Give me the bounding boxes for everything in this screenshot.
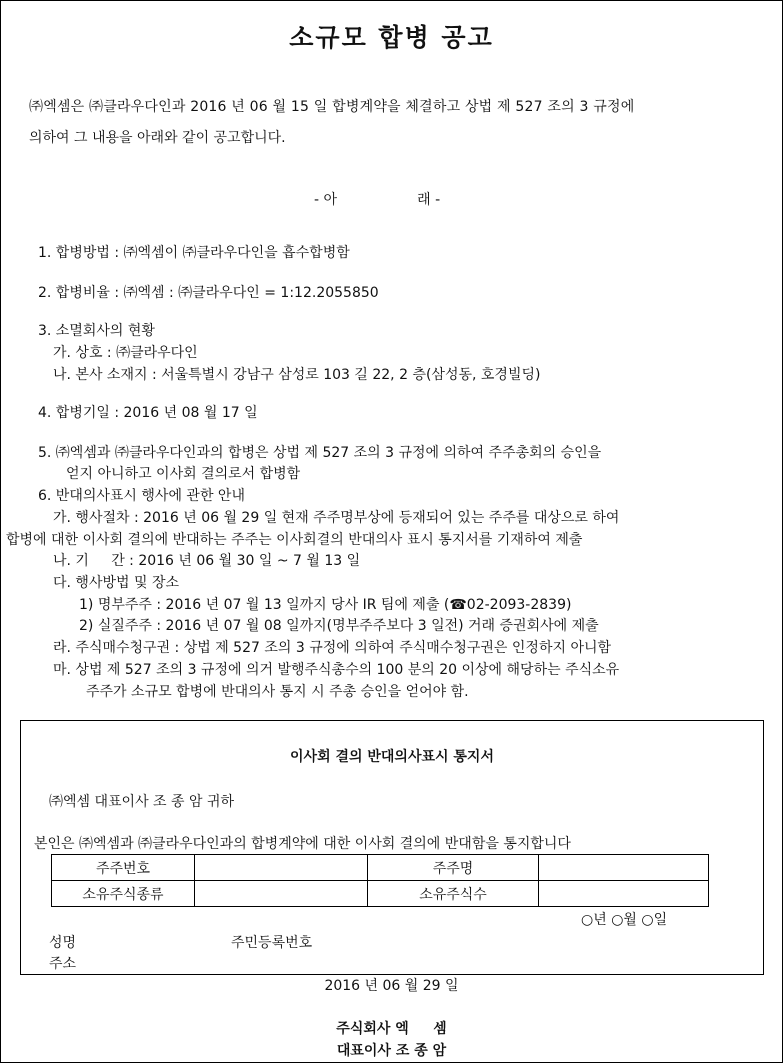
notice-addressee: ㈜엑셈 대표이사 조 종 암 귀하 (49, 794, 235, 810)
shareholder-table (51, 854, 709, 907)
share-type-label: 소유주식종류 (52, 881, 195, 907)
item-6-procedure-line-1: 가. 행사절차 : 2016 년 06 월 29 일 현재 주주명부상에 등재되어 있는 주주를 대상으로 하여 (53, 510, 620, 526)
item-6-threshold-line-1: 마. 상법 제 527 조의 3 규정에 의거 발행주식총수의 100 분의 20 이상에 해당하는 주식소유 (53, 662, 620, 678)
notice-title: 이사회 결의 반대의사표시 통지서 (290, 749, 494, 765)
share-type-field[interactable] (195, 881, 368, 907)
footer-ceo: 대표이사 조 종 암 (336, 1043, 447, 1059)
item-4-merger-date: 4. 합병기일 : 2016 년 08 월 17 일 (38, 405, 258, 421)
resident-no-label: 주민등록번호 (231, 935, 313, 951)
share-count-label: 소유주식수 (368, 881, 539, 907)
item-3-heading: 3. 소멸회사의 현황 (38, 323, 155, 339)
item-2-ratio: 2. 합병비율 : ㈜엑셈 : ㈜클라우다인 = 1:12.2055850 (38, 285, 379, 301)
shareholder-no-label: 주주번호 (52, 855, 195, 881)
notice-date-template: ○년 ○월 ○일 (581, 912, 668, 928)
shareholder-no-field[interactable] (195, 855, 368, 881)
intro-line-2: 의하여 그 내용을 아래와 같이 공고합니다. (29, 130, 286, 146)
item-6-method-heading: 다. 행사방법 및 장소 (53, 575, 179, 591)
share-count-field[interactable] (539, 881, 709, 907)
item-6-appraisal-right: 라. 주식매수청구권 : 상법 제 527 조의 3 규정에 의하여 주식매수청구권은 인정하지 아니함 (53, 640, 612, 656)
page-title: 소규모 합병 공고 (289, 23, 494, 52)
item-6-threshold-line-2: 주주가 소규모 합병에 반대의사 통지 시 주총 승인을 얻어야 함. (86, 684, 469, 700)
table-row (52, 855, 709, 881)
shareholder-name-field[interactable] (539, 855, 709, 881)
address-label: 주소 (49, 956, 77, 972)
item-6-beneficial-holders: 2) 실질주주 : 2016 년 07 월 08 일까지(명부주주보다 3 일전) 거래 증권회사에 제출 (79, 618, 599, 634)
item-3-address: 나. 본사 소재지 : 서울특별시 강남구 삼성로 103 길 22, 2 층(삼성동, 호경빌딩) (53, 367, 541, 383)
item-3-name: 가. 상호 : ㈜클라우다인 (53, 345, 198, 361)
notice-statement: 본인은 ㈜엑셈과 ㈜클라우다인과의 합병계약에 대한 이사회 결의에 반대함을 통지합니다 (34, 836, 571, 852)
item-6-period: 나. 기 간 : 2016 년 06 월 30 일 ~ 7 월 13 일 (53, 553, 361, 569)
footer-company: 주식회사 엑 셈 (336, 1021, 447, 1037)
item-5-line-1: 5. ㈜엑셈과 ㈜클라우다인과의 합병은 상법 제 527 조의 3 규정에 의하여 주주총회의 승인을 (38, 445, 602, 461)
table-row (52, 881, 709, 907)
item-6-heading: 6. 반대의사표시 행사에 관한 안내 (38, 488, 245, 504)
intro-line-1: ㈜엑셈은 ㈜클라우다인과 2016 년 06 월 15 일 합병계약을 체결하고 상법 제 527 조의 3 규정에 (29, 99, 635, 115)
item-6-registered-holders: 1) 명부주주 : 2016 년 07 월 13 일까지 당사 IR 팀에 제출 (☎02-2093-2839) (79, 597, 572, 613)
item-1-method: 1. 합병방법 : ㈜엑셈이 ㈜클라우다인을 흡수합병함 (38, 245, 350, 261)
item-5-line-2: 얻지 아니하고 이사회 결의로서 합병함 (66, 466, 301, 482)
shareholder-name-label: 주주명 (368, 855, 539, 881)
objection-notice-form (20, 720, 764, 975)
below-heading: - 아 래 - (314, 192, 441, 208)
item-6-procedure-line-2: 합병에 대한 이사회 결의에 반대하는 주주는 이사회결의 반대의사 표시 통지서를 기재하여 제출 (6, 532, 583, 548)
footer-date: 2016 년 06 월 29 일 (324, 978, 459, 994)
name-label: 성명 (49, 935, 77, 951)
